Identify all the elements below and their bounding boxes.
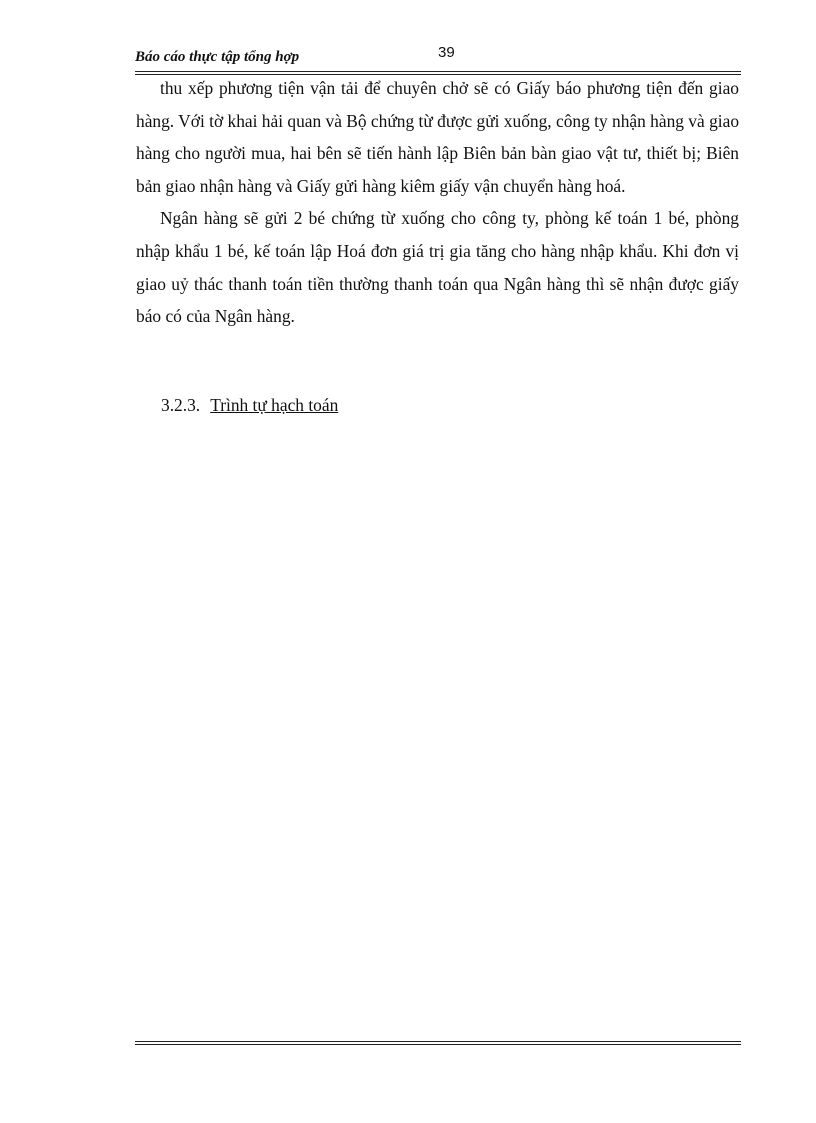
- paragraph: Ngân hàng sẽ gửi 2 bé chứng từ xuống cho công ty, phòng kế toán 1 bé, phòng nhập khẩu 1 bé, kế toán lập Hoá đơn giá trị gia tăng cho hàng nhập khẩu. Khi đơn vị giao uỷ thác thanh toán tiền thường thanh toán qua Ngân hàng thì sẽ nhận được giấy báo có của Ngân hàng.: [136, 208, 739, 327]
- section-number: 3.2.3.: [161, 395, 201, 415]
- section-title: Trình tự hạch toán: [210, 395, 339, 415]
- paragraph: thu xếp phương tiện vận tải để chuyên chở sẽ có Giấy báo phương tiện đến giao hàng. Với tờ khai hải quan và Bộ chứng từ được gửi xuống, công ty nhận hàng và giao hàng cho người mua, hai bên sẽ tiến hành lập Biên bản bàn giao vật tư, thiết bị; Biên bản giao nhận hàng và Giấy gửi hàng kiêm giấy vận chuyển hàng hoá.: [136, 78, 740, 196]
- section-heading: [161, 394, 338, 416]
- header-title: Báo cáo thực tập tổng hợp: [135, 49, 300, 65]
- page-header: [135, 44, 741, 72]
- footer-divider: [135, 1041, 741, 1042]
- body-text: [136, 72, 739, 333]
- page-number: 39: [438, 44, 455, 61]
